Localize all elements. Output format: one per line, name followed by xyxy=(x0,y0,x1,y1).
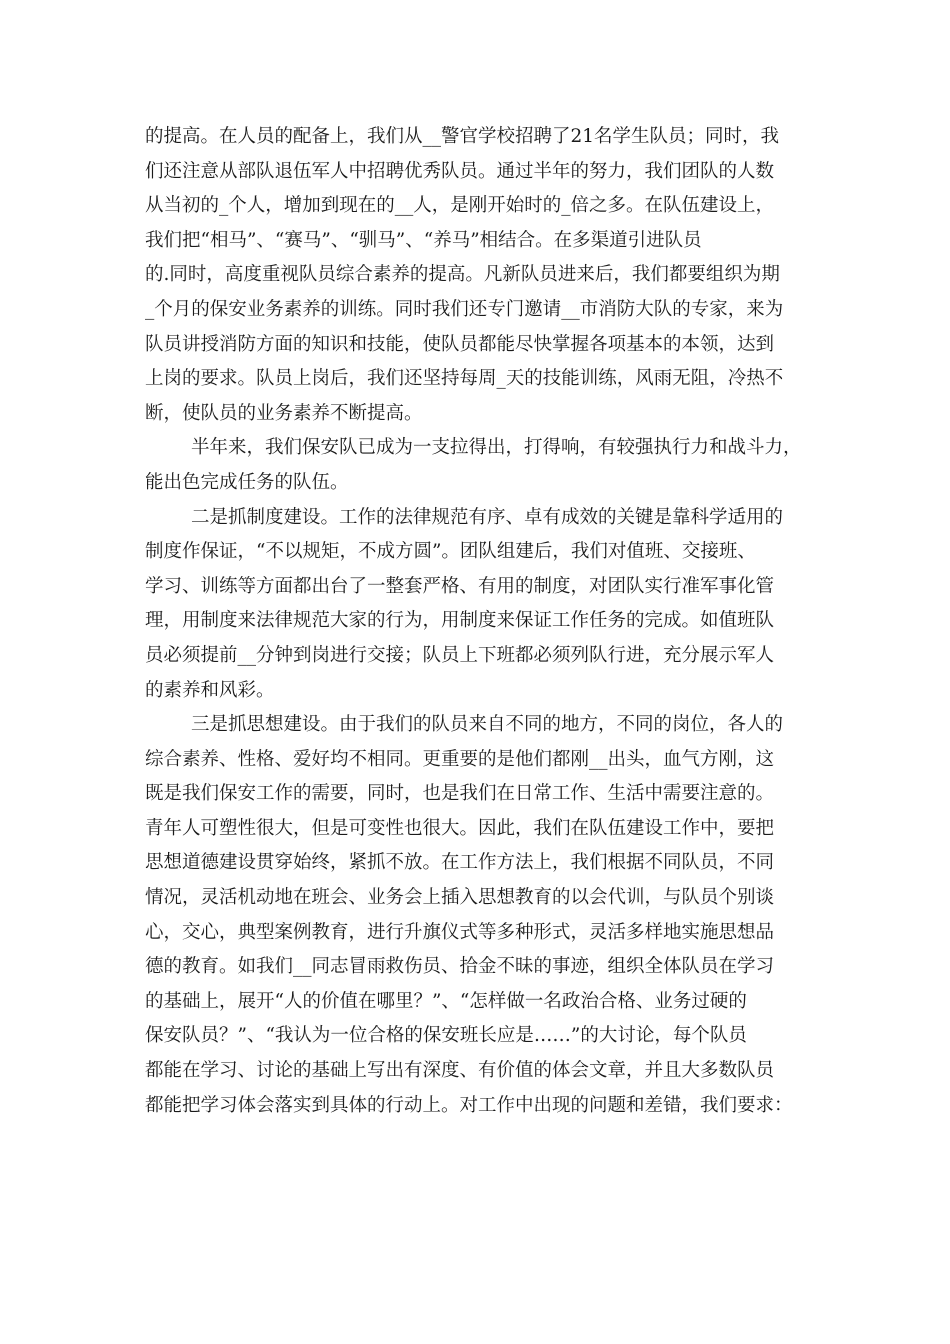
text-line: 都能在学习、讨论的基础上写出有深度、有价值的体会文章，并且大多数队员 xyxy=(145,1060,775,1082)
text-line: 情况，灵活机动地在班会、业务会上插入思想教育的以会代训，与队员个别谈 xyxy=(145,887,775,909)
text-line: 上岗的要求。队员上岗后，我们还坚持每周_天的技能训练，风雨无阻，冷热不 xyxy=(145,368,784,390)
text-line: 学习、训练等方面都出台了一整套严格、有用的制度，对团队实行准军事化管 xyxy=(145,575,775,597)
text-line: 的.同时，高度重视队员综合素养的提高。凡新队员进来后，我们都要组织为期 xyxy=(145,264,780,286)
text-line: 综合素养、性格、爱好均不相同。更重要的是他们都刚__出头，血气方刚，这 xyxy=(145,748,775,770)
text-line: 我们把“相马”、“赛马”、“驯马”、“养马”相结合。在多渠道引进队员 xyxy=(145,229,702,251)
text-line: 保安队员？”、“我认为一位合格的保安班长应是……”的大讨论，每个队员 xyxy=(145,1025,747,1047)
text-line: 青年人可塑性很大，但是可变性也很大。因此，我们在队伍建设工作中，要把 xyxy=(145,817,775,839)
text-line: 的提高。在人员的配备上，我们从__警官学校招聘了21名学生队员；同时，我 xyxy=(145,126,780,147)
text-line: 的基础上，展开“人的价值在哪里？”、“怎样做一名政治合格、业务过硬的 xyxy=(145,990,747,1012)
body-text xyxy=(145,120,815,1123)
text-line: 心，交心，典型案例教育，进行升旗仪式等多种形式，灵活多样地实施思想品 xyxy=(145,921,775,943)
text-line: 思想道德建设贯穿始终，紧抓不放。在工作方法上，我们根据不同队员，不同 xyxy=(145,852,775,874)
text-line: 的素养和风彩。 xyxy=(145,679,275,701)
text-line: 们还注意从部队退伍军人中招聘优秀队员。通过半年的努力，我们团队的人数 xyxy=(145,160,775,182)
paragraph-start-line: 三是抓思想建设。由于我们的队员来自不同的地方，不同的岗位，各人的 xyxy=(191,714,784,736)
text-line: 队员讲授消防方面的知识和技能，使队员都能尽快掌握各项基本的本领，达到 xyxy=(145,333,775,355)
text-line: 德的教育。如我们__同志冒雨救伤员、拾金不昧的事迹，组织全体队员在学习 xyxy=(145,956,775,978)
text-line: 能出色完成任务的队伍。 xyxy=(145,471,349,493)
paragraph-start-line: 半年来，我们保安队已成为一支拉得出，打得响，有较强执行力和战斗力， xyxy=(191,437,802,459)
text-line: 理，用制度来法律规范大家的行为，用制度来保证工作任务的完成。如值班队 xyxy=(145,610,775,632)
text-line: 从当初的_个人，增加到现在的__人，是刚开始时的_倍之多。在队伍建设上， xyxy=(145,195,775,217)
text-line: 既是我们保安工作的需要，同时，也是我们在日常工作、生活中需要注意的。 xyxy=(145,783,775,805)
text-line: _个月的保安业务素养的训练。同时我们还专门邀请__市消防大队的专家，来为 xyxy=(145,298,784,320)
text-line: 断，使队员的业务素养不断提高。 xyxy=(145,402,423,424)
paragraph-start-line: 二是抓制度建设。工作的法律规范有序、卓有成效的关键是靠科学适用的 xyxy=(191,506,784,528)
text-line: 都能把学习体会落实到具体的行动上。对工作中出现的问题和差错，我们要求： xyxy=(145,1094,793,1116)
text-line: 制度作保证，“不以规矩，不成方圆”。团队组建后，我们对值班、交接班、 xyxy=(145,541,756,563)
text-line: 员必须提前__分钟到岗进行交接；队员上下班都必须列队行进，充分展示军人 xyxy=(145,644,775,666)
